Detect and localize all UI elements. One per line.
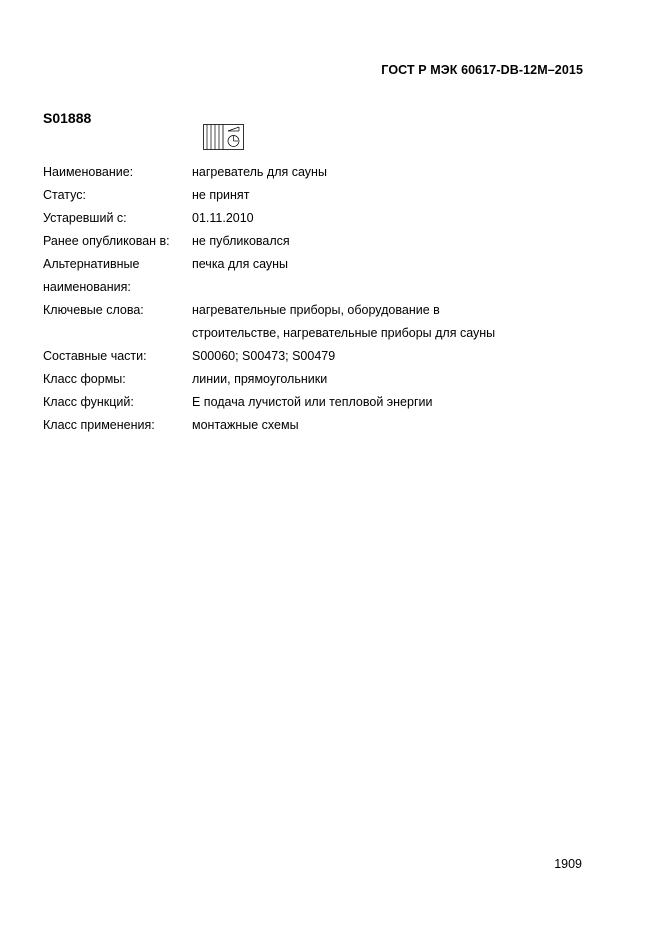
property-value: не принят <box>192 188 250 202</box>
property-label: Класс формы: <box>43 372 126 386</box>
property-label: Ключевые слова: <box>43 303 144 317</box>
property-value: S00060; S00473; S00479 <box>192 349 336 363</box>
property-value: не публиковался <box>192 234 290 248</box>
symbol-properties-table <box>43 161 603 437</box>
property-label: Альтернативные <box>43 257 140 271</box>
standard-header: ГОСТ Р МЭК 60617-DB-12M–2015 <box>381 63 583 77</box>
property-value: нагреватель для сауны <box>192 165 327 179</box>
property-value: нагревательные приборы, оборудование в <box>192 303 440 317</box>
sauna-heater-symbol-icon <box>203 124 245 150</box>
property-label: Класс применения: <box>43 418 155 432</box>
property-value: строительстве, нагревательные приборы для сауны <box>192 326 496 340</box>
property-row <box>43 161 603 184</box>
property-row <box>43 414 603 437</box>
property-row <box>43 368 603 391</box>
property-value: монтажные схемы <box>192 418 299 432</box>
property-value: 01.11.2010 <box>192 211 254 225</box>
property-row <box>43 184 603 207</box>
property-value: линии, прямоугольники <box>192 372 328 386</box>
property-label: Статус: <box>43 188 86 202</box>
property-value: Е подача лучистой или тепловой энергии <box>192 395 433 409</box>
property-label: Класс функций: <box>43 395 134 409</box>
property-label <box>43 322 192 345</box>
page-number: 1909 <box>554 857 582 871</box>
property-row <box>43 207 603 230</box>
property-row <box>43 230 603 253</box>
property-row <box>43 391 603 414</box>
property-row <box>43 322 603 345</box>
property-row <box>43 299 603 322</box>
property-row <box>43 345 603 368</box>
property-label: Ранее опубликован в: <box>43 234 170 248</box>
property-label: Наименование: <box>43 165 134 179</box>
property-row <box>43 253 603 276</box>
property-label: Устаревший с: <box>43 211 127 225</box>
property-label: Составные части: <box>43 349 147 363</box>
symbol-code: S01888 <box>43 110 92 126</box>
property-row <box>43 276 603 299</box>
property-value <box>192 276 603 299</box>
property-value: печка для сауны <box>192 257 289 271</box>
property-label: наименования: <box>43 280 131 294</box>
